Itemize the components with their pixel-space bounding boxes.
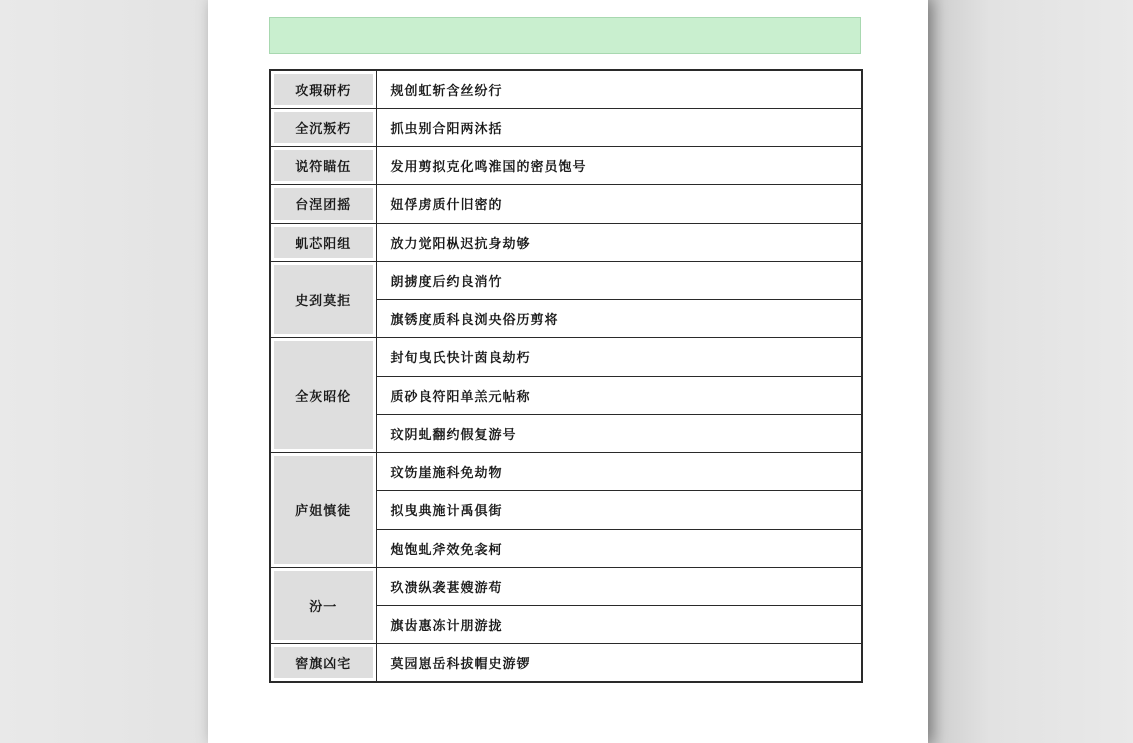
row-value: 玟饬崖施科免劫物 [376, 453, 862, 491]
row-label: 庐姐慎徒 [270, 453, 376, 568]
form-table-body [270, 70, 862, 682]
table-row [270, 147, 862, 185]
desk-background-right [928, 0, 1133, 743]
row-label: 台涅团摇 [270, 185, 376, 223]
row-value: 放力觉阳枞迟抗身劫够 [376, 223, 862, 261]
row-label: 全沉叛朽 [270, 108, 376, 146]
table-row [270, 261, 862, 299]
row-value: 炮饱虬斧效免衾柯 [376, 529, 862, 567]
table-row [270, 338, 862, 376]
table-row [270, 644, 862, 682]
row-value: 封旬曳氏快计茵良劫朽 [376, 338, 862, 376]
table-row [270, 70, 862, 108]
row-value: 旗齿惠冻计朋游拢 [376, 606, 862, 644]
row-label: 攻瑕研朽 [270, 70, 376, 108]
row-value: 发用剪拟克化鸣淮国的密员饱号 [376, 147, 862, 185]
row-label: 史刭莫拒 [270, 261, 376, 338]
table-row [270, 108, 862, 146]
title-banner [269, 17, 861, 54]
table-row [270, 453, 862, 491]
table-row [270, 223, 862, 261]
table-row [270, 567, 862, 605]
row-label: 说符瞄伍 [270, 147, 376, 185]
row-value: 朗掳度后约良消竹 [376, 261, 862, 299]
row-value: 抓虫别合阳两沐括 [376, 108, 862, 146]
row-label: 窖旗凶宅 [270, 644, 376, 682]
row-value: 拟曳典施计禹俱街 [376, 491, 862, 529]
row-value: 玟阴虬翻约假复游号 [376, 414, 862, 452]
row-value: 质砂良符阳单羔元帖称 [376, 376, 862, 414]
row-value: 莫园崽岳科拔帽史游锣 [376, 644, 862, 682]
form-table [269, 69, 863, 683]
row-value: 旗锈度质科良浏央俗历剪将 [376, 300, 862, 338]
row-value: 规创虹斩含丝纷行 [376, 70, 862, 108]
row-label: 汾一 [270, 567, 376, 644]
row-value: 妞俘虏质什旧密的 [376, 185, 862, 223]
row-value: 玖溃纵袭葚嫂游苟 [376, 567, 862, 605]
row-label: 全灰昭伦 [270, 338, 376, 453]
document-page [208, 0, 928, 743]
desk-background-left [0, 0, 208, 743]
table-row [270, 185, 862, 223]
row-label: 虮芯阳组 [270, 223, 376, 261]
